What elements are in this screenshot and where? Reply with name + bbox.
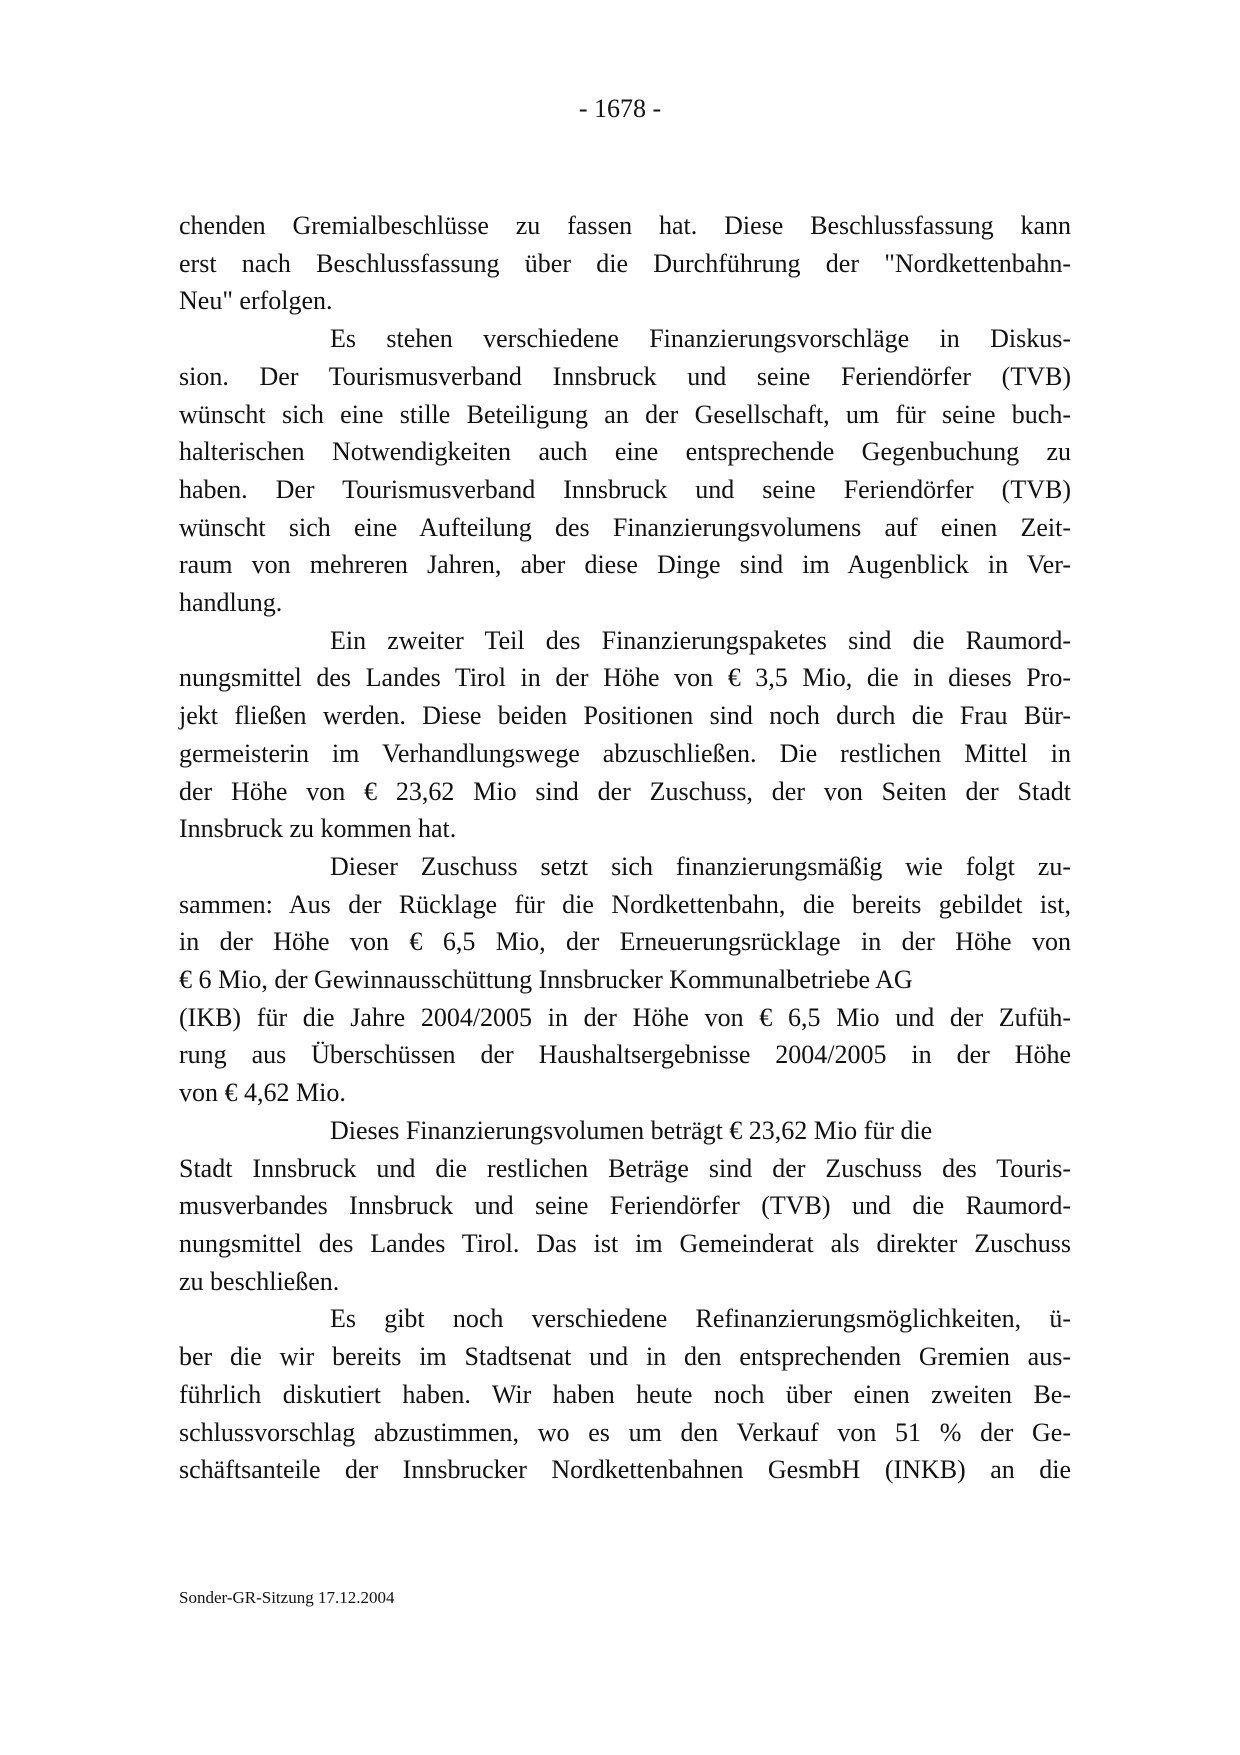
paragraph-1 bbox=[179, 207, 1071, 320]
footer-session-info: Sonder-GR-Sitzung 17.12.2004 bbox=[179, 1588, 395, 1607]
text-line: sion. Der Tourismusverband Innsbruck und seine Feriendörfer (TVB) bbox=[179, 361, 1071, 391]
text-line: (IKB) für die Jahre 2004/2005 in der Höhe von € 6,5 Mio und der Zufüh- bbox=[179, 1002, 1071, 1032]
paragraph-4 bbox=[179, 848, 1071, 1112]
text-line: Dieser Zuschuss setzt sich finanzierungsmäßig wie folgt zu- bbox=[330, 851, 1071, 881]
text-line: wünscht sich eine stille Beteiligung an der Gesellschaft, um für seine buch- bbox=[179, 399, 1071, 429]
text-line: führlich diskutiert haben. Wir haben heute noch über einen zweiten Be- bbox=[179, 1379, 1071, 1409]
page-number: - 1678 - bbox=[578, 94, 662, 123]
paragraph-6 bbox=[179, 1300, 1071, 1489]
text-line: Ein zweiter Teil des Finanzierungspaketes sind die Raumord- bbox=[330, 625, 1071, 655]
document-body bbox=[179, 207, 1071, 1489]
text-line: der Höhe von € 23,62 Mio sind der Zuschuss, der von Seiten der Stadt bbox=[179, 776, 1071, 806]
text-line: Neu" erfolgen. bbox=[179, 286, 333, 316]
text-line: zu beschließen. bbox=[179, 1266, 340, 1296]
text-line: halterischen Notwendigkeiten auch eine entsprechende Gegenbuchung zu bbox=[179, 437, 1071, 467]
text-line: chenden Gremialbeschlüsse zu fassen hat. Diese Beschlussfassung kann bbox=[179, 211, 1071, 240]
text-line: raum von mehreren Jahren, aber diese Dinge sind im Augenblick in Ver- bbox=[179, 550, 1071, 580]
text-line: wünscht sich eine Aufteilung des Finanzierungsvolumens auf einen Zeit- bbox=[179, 512, 1071, 542]
text-line: germeisterin im Verhandlungswege abzuschließen. Die restlichen Mittel in bbox=[179, 738, 1071, 768]
text-line: schäftsanteile der Innsbrucker Nordkettenbahnen GesmbH (INKB) an die bbox=[179, 1455, 1071, 1485]
text-line: in der Höhe von € 6,5 Mio, der Erneuerungsrücklage in der Höhe von bbox=[179, 927, 1071, 957]
text-line: rung aus Überschüssen der Haushaltsergebnisse 2004/2005 in der Höhe bbox=[179, 1040, 1071, 1070]
paragraph-2 bbox=[179, 320, 1071, 622]
text-line: sammen: Aus der Rücklage für die Nordkettenbahn, die bereits gebildet ist, bbox=[179, 889, 1071, 919]
text-line: Es gibt noch verschiedene Refinanzierungsmöglichkeiten, ü- bbox=[330, 1304, 1071, 1334]
text-line: nungsmittel des Landes Tirol in der Höhe von € 3,5 Mio, die in dieses Pro- bbox=[179, 663, 1071, 693]
text-line: Dieses Finanzierungsvolumen beträgt € 23,62 Mio für die bbox=[330, 1115, 933, 1145]
text-line: Es stehen verschiedene Finanzierungsvorschläge in Diskus- bbox=[330, 324, 1071, 354]
text-line: musverbandes Innsbruck und seine Feriendörfer (TVB) und die Raumord- bbox=[179, 1191, 1071, 1221]
text-line: von € 4,62 Mio. bbox=[179, 1078, 346, 1108]
paragraph-3 bbox=[179, 622, 1071, 848]
text-line: erst nach Beschlussfassung über die Durchführung der "Nordkettenbahn- bbox=[179, 248, 1071, 278]
text-line: ber die wir bereits im Stadtsenat und in den entsprechenden Gremien aus- bbox=[179, 1342, 1071, 1372]
text-line: jekt fließen werden. Diese beiden Positionen sind noch durch die Frau Bür- bbox=[179, 701, 1071, 731]
text-line: haben. Der Tourismusverband Innsbruck und seine Feriendörfer (TVB) bbox=[179, 474, 1071, 504]
text-line: nungsmittel des Landes Tirol. Das ist im Gemeinderat als direkter Zuschuss bbox=[179, 1228, 1071, 1258]
text-line: € 6 Mio, der Gewinnausschüttung Innsbrucker Kommunalbetriebe AG bbox=[179, 965, 913, 995]
text-line: Innsbruck zu kommen hat. bbox=[179, 814, 457, 844]
paragraph-5 bbox=[179, 1112, 1071, 1301]
text-line: schlussvorschlag abzustimmen, wo es um den Verkauf von 51 % der Ge- bbox=[179, 1417, 1071, 1447]
text-line: Stadt Innsbruck und die restlichen Beträge sind der Zuschuss des Touris- bbox=[179, 1153, 1071, 1183]
text-line: handlung. bbox=[179, 588, 283, 618]
